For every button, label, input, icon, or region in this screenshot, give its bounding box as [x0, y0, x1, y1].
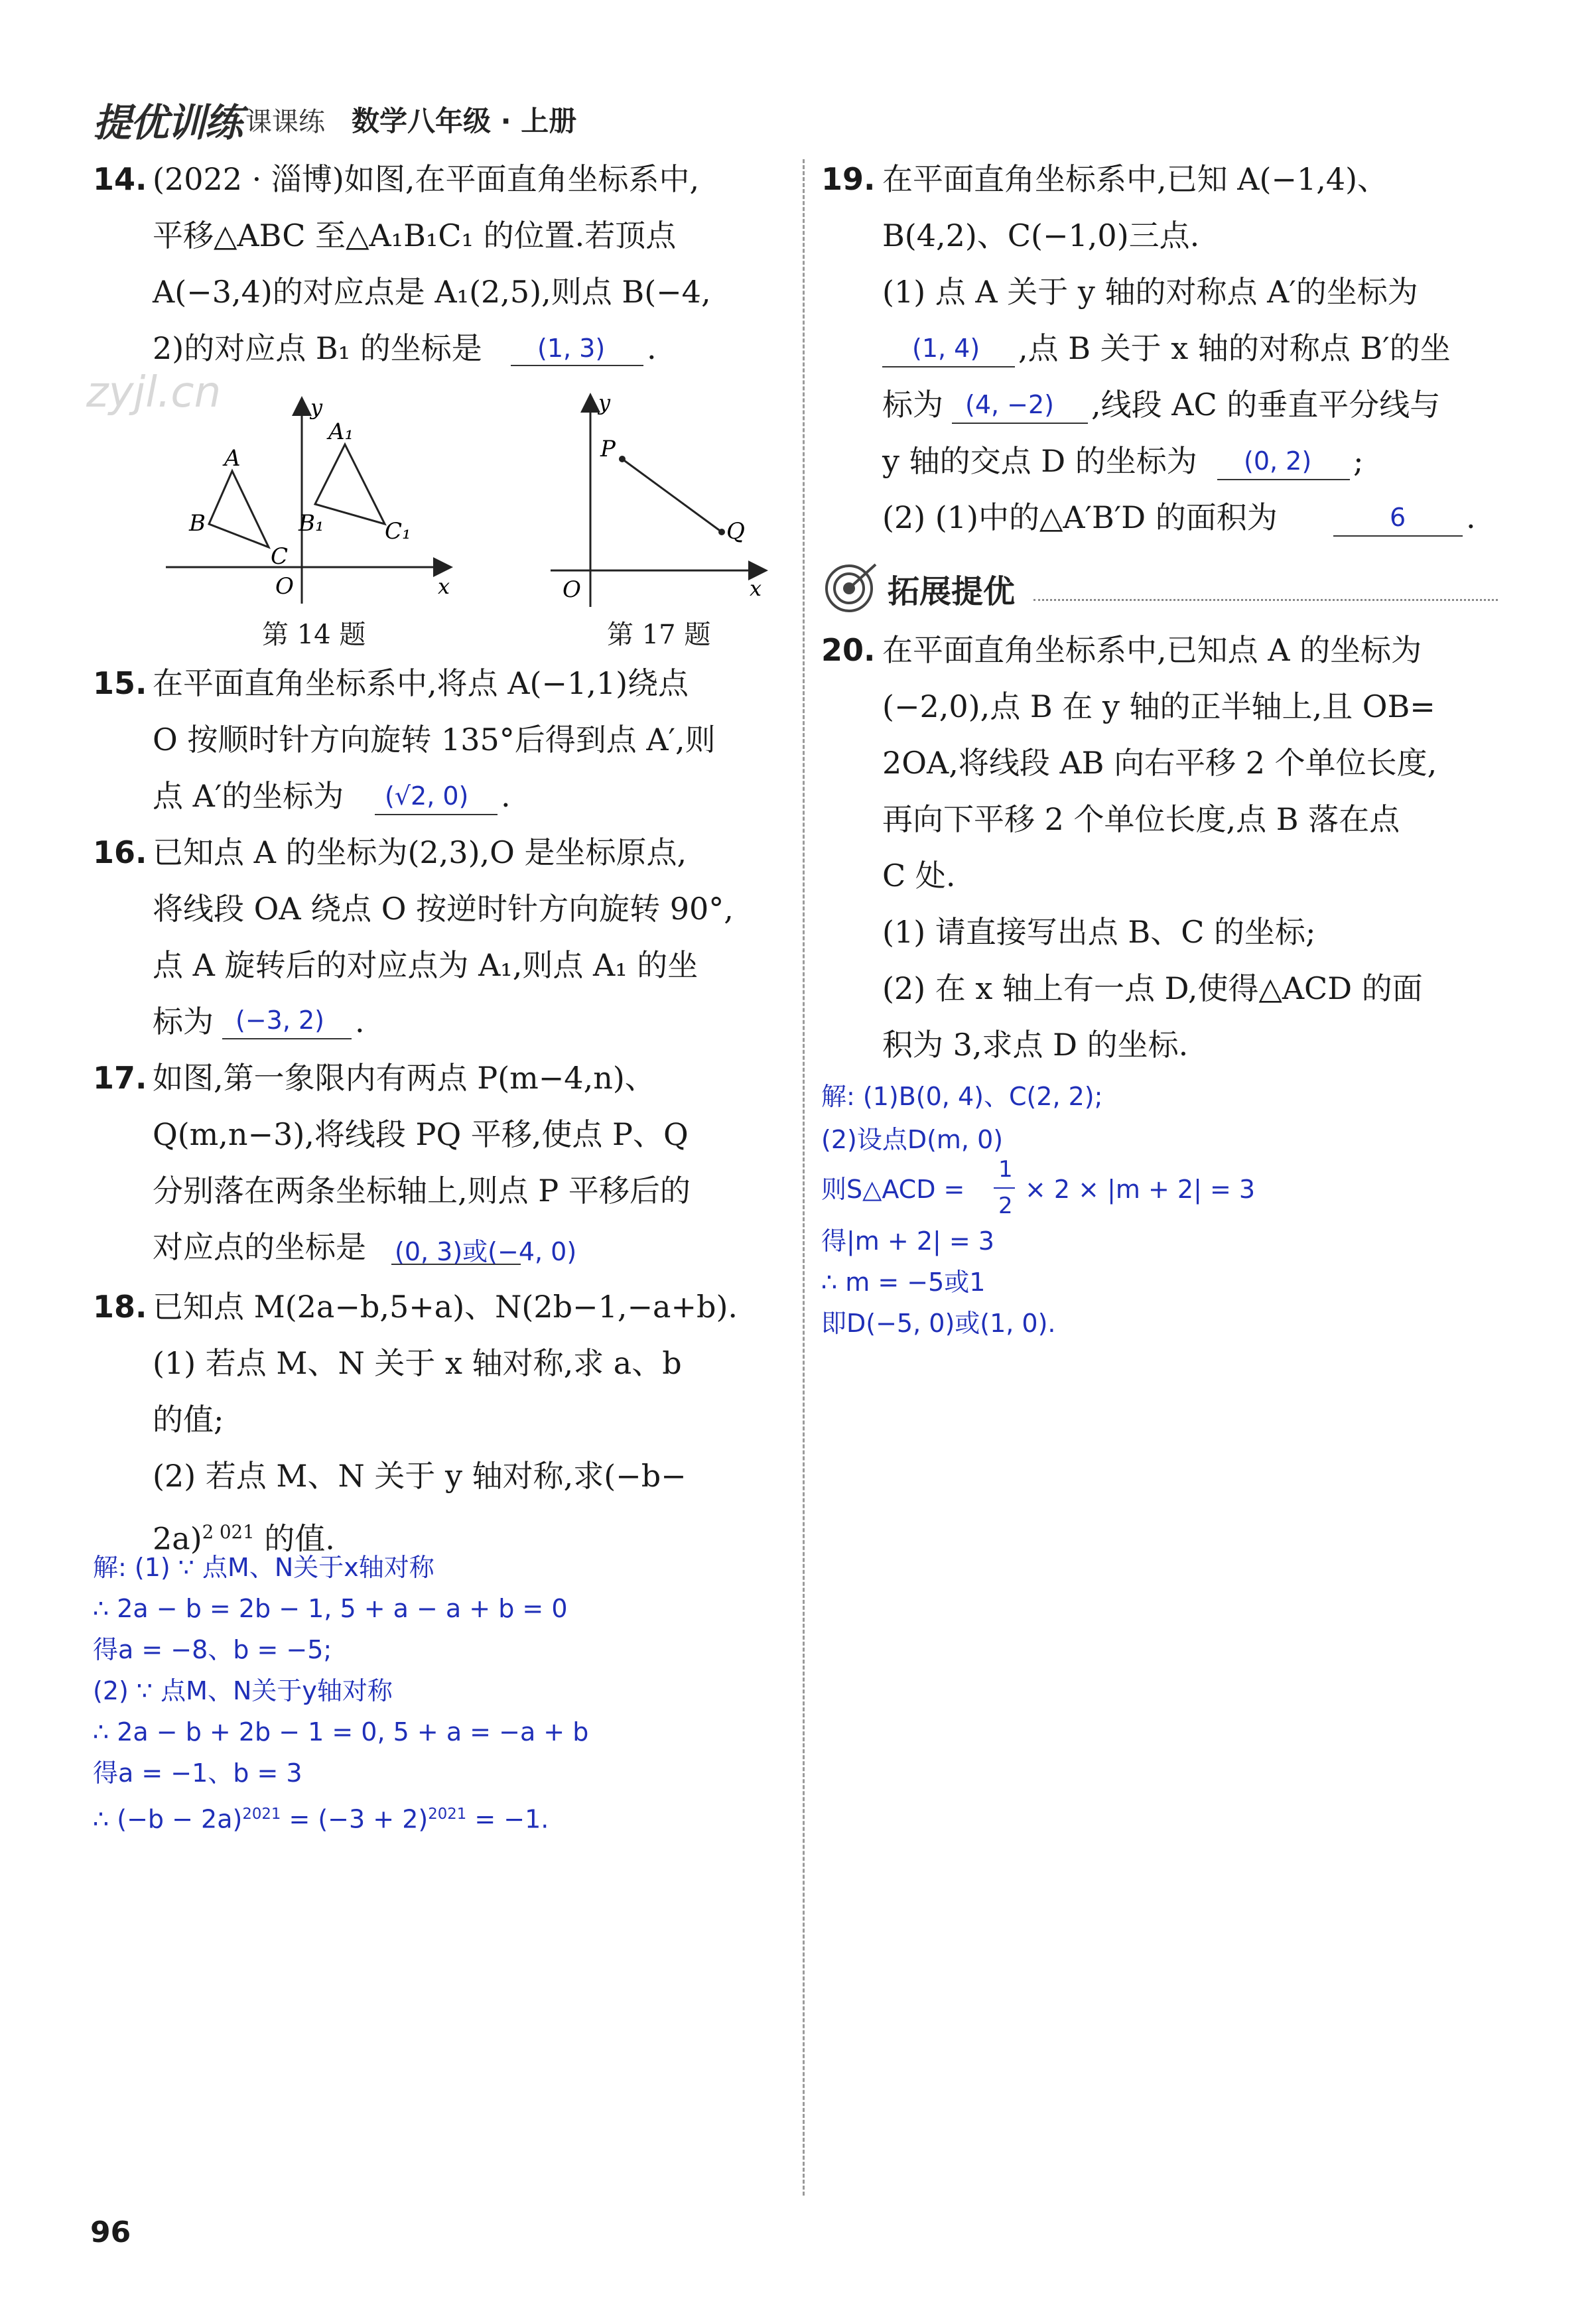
q20-sol-5: ∴ m = −5或1 [821, 1268, 986, 1297]
q20-sol-2: (2)设点D(m, 0) [821, 1125, 1004, 1154]
q20-frac-bar [994, 1187, 1015, 1189]
q18-line-1: 已知点 M(2a−b,5+a)、N(2b−1,−a+b). [153, 1289, 738, 1325]
q17-line-1: 如图,第一象限内有两点 P(m−4,n)、 [153, 1060, 655, 1096]
q17-line-3: 分别落在两条坐标轴上,则点 P 平移后的 [153, 1173, 691, 1209]
q17-answer: (0, 3)或(−4, 0) [395, 1237, 577, 1266]
q20-line-5: C 处. [882, 858, 956, 893]
q20-line-8: 积为 3,求点 D 的坐标. [882, 1027, 1189, 1063]
q16-end: . [355, 1004, 365, 1039]
q20-sol-3a: 则S△ACD = [821, 1175, 965, 1204]
q19-line-1: 在平面直角坐标系中,已知 A(−1,4)、 [882, 161, 1388, 197]
q20-line-3: 2OA,将线段 AB 向右平移 2 个单位长度, [882, 745, 1437, 781]
fig14-label-B1: B₁ [299, 510, 324, 537]
q18-sol-power-2: 2021 [428, 1806, 467, 1823]
q16-line-4: 标为 [153, 1004, 214, 1039]
q15-end: . [501, 778, 511, 814]
point-q [718, 529, 725, 535]
q19-line-7a: (2) (1)中的△A′B′D 的面积为 [882, 499, 1278, 535]
q18-power: 2 021 [202, 1521, 255, 1543]
q18-tail: 的值. [264, 1520, 335, 1557]
q14-line-1: (2022 · 淄博)如图,在平面直角坐标系中, [153, 161, 700, 197]
q18-sol-3: 得a = −8、b = −5; [93, 1635, 332, 1664]
triangle-abc [209, 471, 269, 547]
q14-line-4: 2)的对应点 B₁ 的坐标是 [153, 330, 482, 366]
q16-line-1: 已知点 A 的坐标为(2,3),O 是坐标原点, [153, 834, 687, 870]
fig14-x-label: x [438, 574, 450, 599]
fig14-label-A: A [224, 445, 241, 472]
fig14-label-B: B [189, 510, 206, 537]
series-label: 课课练 [245, 107, 325, 137]
q18-line-3: 的值; [153, 1402, 224, 1437]
q15-answer: (√2, 0) [385, 781, 469, 811]
q17-number: 17. [93, 1060, 147, 1096]
q19-line-6a: y 轴的交点 D 的坐标为 [882, 443, 1197, 479]
fig17-x-label: x [750, 576, 762, 601]
q20-frac-numerator: 1 [998, 1156, 1013, 1183]
q19-answer-2: (4, −2) [965, 390, 1055, 419]
q20-line-1: 在平面直角坐标系中,已知点 A 的坐标为 [882, 632, 1422, 668]
fig14-y-label: y [310, 395, 323, 420]
q18-sol-4: (2) ∵ 点M、N关于y轴对称 [93, 1676, 393, 1705]
fig14-origin: O [275, 573, 294, 600]
brand-title: 提优训练 [93, 100, 242, 145]
fig14-label-C1: C₁ [385, 518, 411, 545]
q18-sol-7 [93, 1799, 549, 1835]
q19-line-3: (1) 点 A 关于 y 轴的对称点 A′的坐标为 [882, 274, 1418, 310]
q18-line-2: (1) 若点 M、N 关于 x 轴对称,求 a、b [153, 1345, 682, 1381]
fig17-origin: O [563, 576, 581, 603]
q20-line-2: (−2,0),点 B 在 y 轴的正半轴上,且 OB= [882, 689, 1435, 724]
q15-line-3: 点 A′的坐标为 [153, 778, 344, 814]
q19-line-5b: ,线段 AC 的垂直平分线与 [1091, 387, 1441, 423]
fig17-label-P: P [600, 436, 616, 462]
q19-blank-3 [1217, 478, 1350, 480]
q20-frac-denominator: 2 [998, 1193, 1013, 1219]
q19-blank-1 [882, 365, 1015, 367]
q16-line-2: 将线段 OA 绕点 O 按逆时针方向旋转 90°, [153, 891, 734, 927]
section-rule [1033, 599, 1498, 601]
q20-line-4: 再向下平移 2 个单位长度,点 B 落在点 [882, 801, 1400, 837]
q14-line-3: A(−3,4)的对应点是 A₁(2,5),则点 B(−4, [153, 274, 711, 310]
fig14-label-C: C [271, 543, 289, 570]
q15-blank [375, 813, 498, 815]
q20-sol-6: 即D(−5, 0)或(1, 0). [821, 1309, 1056, 1338]
fig14-caption: 第 14 题 [262, 620, 366, 650]
q14-blank [511, 363, 643, 366]
q20-line-7: (2) 在 x 轴上有一点 D,使得△ACD 的面 [882, 970, 1423, 1006]
triangle-a1b1c1 [315, 444, 385, 524]
page-number: 96 [90, 2215, 131, 2249]
q18-sol-power-1: 2021 [242, 1806, 281, 1823]
q19-blank-4 [1333, 534, 1463, 537]
q14-number: 14. [93, 161, 147, 197]
q18-base: 2a) [153, 1520, 202, 1557]
q18-sol-2: ∴ 2a − b = 2b − 1, 5 + a − a + b = 0 [93, 1594, 568, 1623]
q15-number: 15. [93, 665, 147, 701]
target-icon [821, 561, 881, 614]
q14-end: . [647, 330, 657, 366]
fig14-label-A1: A₁ [328, 419, 354, 445]
q18-sol-5: ∴ 2a − b + 2b − 1 = 0, 5 + a = −a + b [93, 1717, 589, 1747]
q19-number: 19. [821, 161, 876, 197]
q15-line-1: 在平面直角坐标系中,将点 A(−1,1)绕点 [153, 665, 689, 701]
section-title: 拓展提优 [888, 573, 1016, 610]
q16-blank [222, 1037, 352, 1039]
fig17-label-Q: Q [726, 518, 745, 545]
point-p [619, 456, 626, 462]
q19-line-2: B(4,2)、C(−1,0)三点. [882, 218, 1200, 253]
section-header [821, 561, 1511, 614]
q20-sol-4: 得|m + 2| = 3 [821, 1226, 994, 1256]
q16-answer: (−3, 2) [235, 1006, 325, 1035]
q19-answer-3: (0, 2) [1244, 446, 1312, 476]
watermark: zyjl.cn [86, 368, 222, 417]
q19-answer-1: (1, 4) [912, 334, 980, 363]
q18-line-4: (2) 若点 M、N 关于 y 轴对称,求(−b− [153, 1458, 687, 1494]
q16-line-3: 点 A 旋转后的对应点为 A₁,则点 A₁ 的坐 [153, 947, 698, 983]
q15-line-2: O 按顺时针方向旋转 135°后得到点 A′,则 [153, 722, 716, 758]
fig17-caption: 第 17 题 [607, 620, 711, 650]
q14-line-2: 平移△ABC 至△A₁B₁C₁ 的位置.若顶点 [153, 218, 677, 253]
q20-number: 20. [821, 632, 876, 668]
fig17-y-label: y [598, 390, 611, 415]
segment-pq [622, 459, 722, 532]
q18-line-5 [153, 1512, 335, 1558]
figure-14 [159, 391, 464, 610]
q19-line-6b: ; [1353, 443, 1364, 479]
q17-line-4: 对应点的坐标是 [153, 1229, 366, 1265]
q18-number: 18. [93, 1289, 147, 1325]
q18-sol-6: 得a = −1、b = 3 [93, 1758, 302, 1788]
q19-line-5a: 标为 [882, 387, 943, 423]
figure-17 [544, 385, 783, 610]
q17-line-2: Q(m,n−3),将线段 PQ 平移,使点 P、Q [153, 1116, 689, 1152]
q19-line-4: ,点 B 关于 x 轴的对称点 B′的坐 [1018, 330, 1451, 366]
q19-answer-4: 6 [1390, 503, 1406, 532]
book-title: 数学八年级 · 上册 [352, 105, 577, 137]
q18-sol-7a: ∴ (−b − 2a) [93, 1804, 243, 1834]
q18-sol-1: 解: (1) ∵ 点M、N关于x轴对称 [93, 1553, 434, 1582]
q20-sol-1: 解: (1)B(0, 4)、C(2, 2); [821, 1082, 1103, 1111]
q18-sol-7c: = −1. [466, 1804, 549, 1834]
q16-number: 16. [93, 834, 147, 870]
q19-blank-2 [952, 421, 1088, 424]
q18-sol-7b: = (−3 + 2) [281, 1804, 429, 1834]
column-divider [803, 159, 805, 2196]
q14-answer: (1, 3) [537, 334, 606, 363]
q19-line-7b: . [1466, 499, 1476, 535]
q20-sol-3b: × 2 × |m + 2| = 3 [1025, 1175, 1256, 1204]
q20-line-6: (1) 请直接写出点 B、C 的坐标; [882, 914, 1316, 950]
